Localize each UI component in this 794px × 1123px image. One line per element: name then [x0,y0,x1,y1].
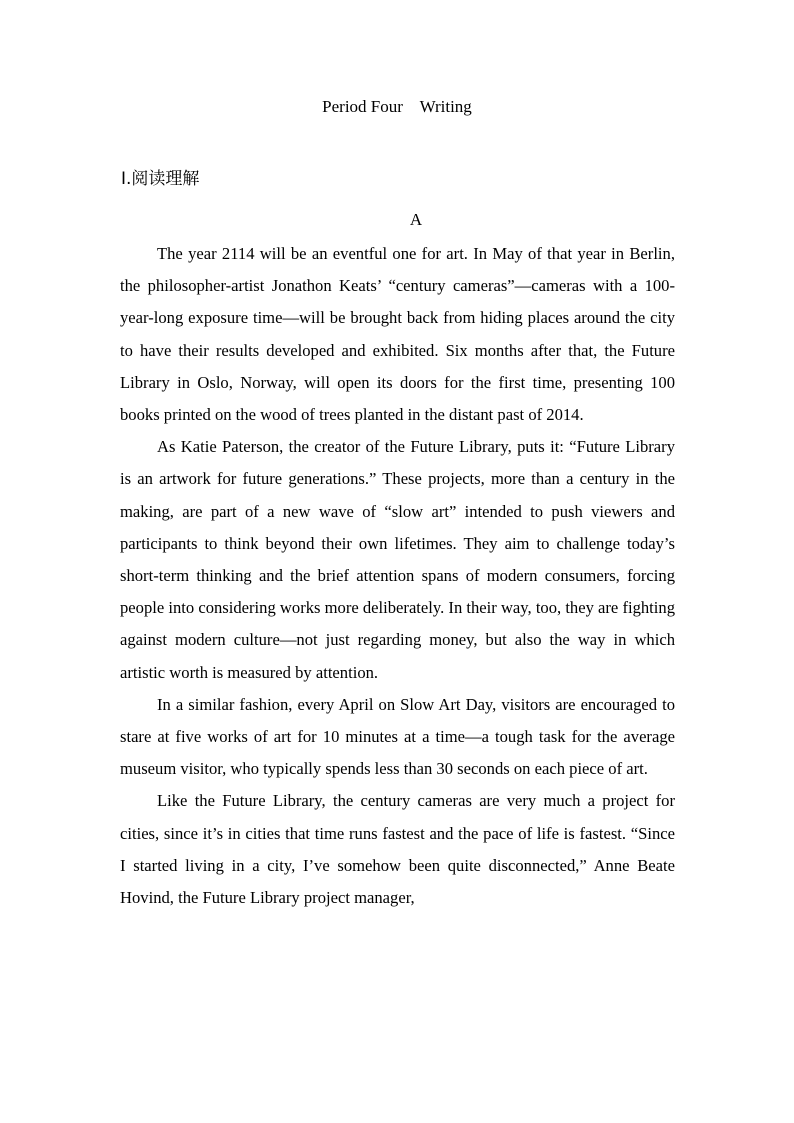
passage-label: A [409,210,423,229]
passage-body [120,238,675,914]
paragraph-4: Like the Future Library, the century cameras are very much a project for cities, since it’s in cities that time runs fastest and the pace of life is fastest. “Since I started living in a city, I’ve somehow been quite disconnected,” Anne Beate Hovind, the Future Library project manager, [120,791,675,908]
paragraph-3: In a similar fashion, every April on Slow Art Day, visitors are encouraged to stare at five works of art for 10 minutes at a time—a tough task for the average museum visitor, who typically spends less than 30 seconds on each piece of art. [120,694,675,779]
page-title: Period Four Writing [322,97,472,116]
paragraph-1: The year 2114 will be an eventful one for art. In May of that year in Berlin, the philosopher-artist Jonathon Keats’ “century cameras”—cameras with a 100-year-long exposure time—will be brought back from hiding places around the city to have their results developed and exhibited. Six months after that, the Future Library in Oslo, Norway, will open its doors for the first time, presenting 100 books printed on the wood of trees planted in the distant past of 2014. [120,244,675,425]
paragraph-2: As Katie Paterson, the creator of the Future Library, puts it: “Future Library is an artwork for future generations.” These projects, more than a century in the making, are part of a new wave of “slow art” intended to push viewers and participants to think beyond their own lifetimes. They aim to challenge today’s short-term thinking and the brief attention spans of modern consumers, forcing people into considering works more deliberately. In their way, too, they are fighting against modern culture—not just regarding money, but also the way in which artistic worth is measured by attention. [120,437,675,682]
section-heading: Ⅰ.阅读理解 [121,169,200,189]
